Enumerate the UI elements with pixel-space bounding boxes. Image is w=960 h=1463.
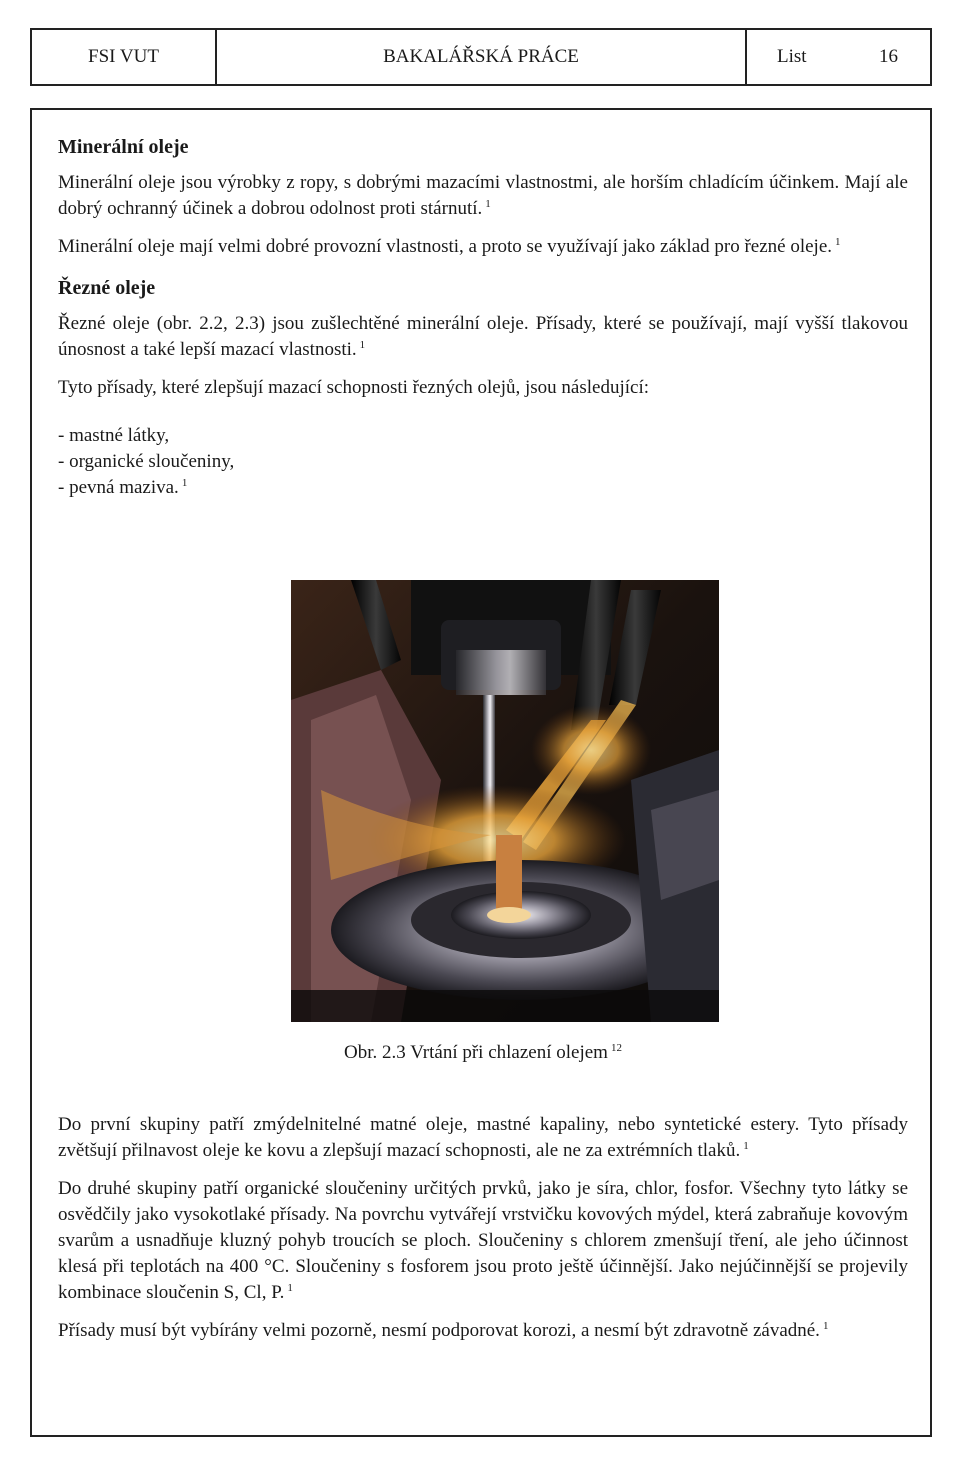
- lower-text: [58, 1112, 908, 1356]
- list-item-text: - pevná maziva.: [58, 477, 179, 498]
- caption-text: Obr. 2.3 Vrtání při chlazení olejem: [344, 1042, 608, 1063]
- paragraph-text: Do první skupiny patří zmýdelnitelné matné oleje, mastné kapaliny, nebo syntetické estery. Tyto přísady zvětšují přilnavost oleje ke kovu a zlepšují mazací schopnosti, ale ne za extrémních tlaků.: [58, 1114, 908, 1161]
- section-heading-cutting-oils: Řezné oleje: [58, 277, 156, 299]
- citation-ref: 1: [287, 1281, 293, 1294]
- list-label: List: [777, 46, 807, 67]
- paragraph-text: Minerální oleje mají velmi dobré provozní vlastnosti, a proto se využívají jako základ pro řezné oleje.: [58, 236, 833, 257]
- header-institution: [32, 30, 217, 84]
- page-content: [58, 134, 908, 1341]
- paragraph: [58, 170, 908, 222]
- page-number: 16: [879, 46, 898, 67]
- citation-ref: 1: [822, 1319, 829, 1332]
- paragraph: [58, 234, 908, 260]
- paragraph-text: Do druhé skupiny patří organické sloučeniny určitých prvků, jako je síra, chlor, fosfor. Všechny tyto látky se osvědčily jako vysokotlaké přísady. Na povrchu vytvářejí vrstvičku kovových mýdel, která zabraňuje kovovým svarům a usnadňuje kluzný pohyb troucích se ploch. Sloučeniny s chlorem zmenšují tření, ale jeho účinnost klesá při teplotách na 400 °C. Sloučeniny s fosforem jsou proto ještě účinnější. Jako nejúčinnější se projevily kombinace sloučenin S, Cl, P.: [58, 1178, 908, 1303]
- paragraph: [58, 1318, 908, 1344]
- paragraph-text: Tyto přísady, které zlepšují mazací schopnosti řezných olejů, jsou následující:: [58, 377, 650, 398]
- list-item: [58, 475, 908, 501]
- document-type-text: BAKALÁŘSKÁ PRÁCE: [383, 46, 579, 67]
- citation-ref: 1: [359, 338, 366, 351]
- institution-text: FSI VUT: [88, 46, 159, 67]
- citation-ref: 1: [835, 235, 841, 248]
- header-title: [217, 30, 747, 84]
- header-page: [747, 30, 930, 84]
- paragraph-text: Řezné oleje (obr. 2.2, 2.3) jsou zušlechtěné minerální oleje. Přísady, které se používají, mají vyšší tlakovou únosnost a také lepší mazací vlastnosti.: [58, 313, 908, 360]
- paragraph-text: Minerální oleje jsou výrobky z ropy, s dobrými mazacími vlastnostmi, ale horším chladícím účinkem. Mají ale dobrý ochranný účinek a dobrou odolnost proti stárnutí.: [58, 172, 908, 219]
- paragraph: [58, 1112, 908, 1164]
- page-header: [30, 28, 932, 86]
- citation-ref: 12: [610, 1041, 622, 1054]
- citation-ref: 1: [181, 476, 188, 489]
- drilling-oil-photo: [291, 580, 719, 1022]
- paragraph: [58, 375, 908, 401]
- paragraph: [58, 1176, 908, 1306]
- figure-caption: [58, 1040, 908, 1066]
- list-item: - organické sloučeniny,: [58, 451, 235, 472]
- page-body-frame: [30, 108, 932, 1437]
- section-heading-mineral-oils: Minerální oleje: [58, 136, 189, 158]
- citation-ref: 1: [485, 197, 491, 210]
- list-item: - mastné látky,: [58, 425, 170, 446]
- additives-list: [58, 423, 908, 501]
- paragraph: [58, 311, 908, 363]
- drilling-with-oil-cooling-image: [291, 580, 719, 1022]
- citation-ref: 1: [743, 1139, 749, 1152]
- paragraph-text: Přísady musí být vybírány velmi pozorně, nesmí podporovat korozi, a nesmí být zdravotně závadné.: [58, 1320, 820, 1341]
